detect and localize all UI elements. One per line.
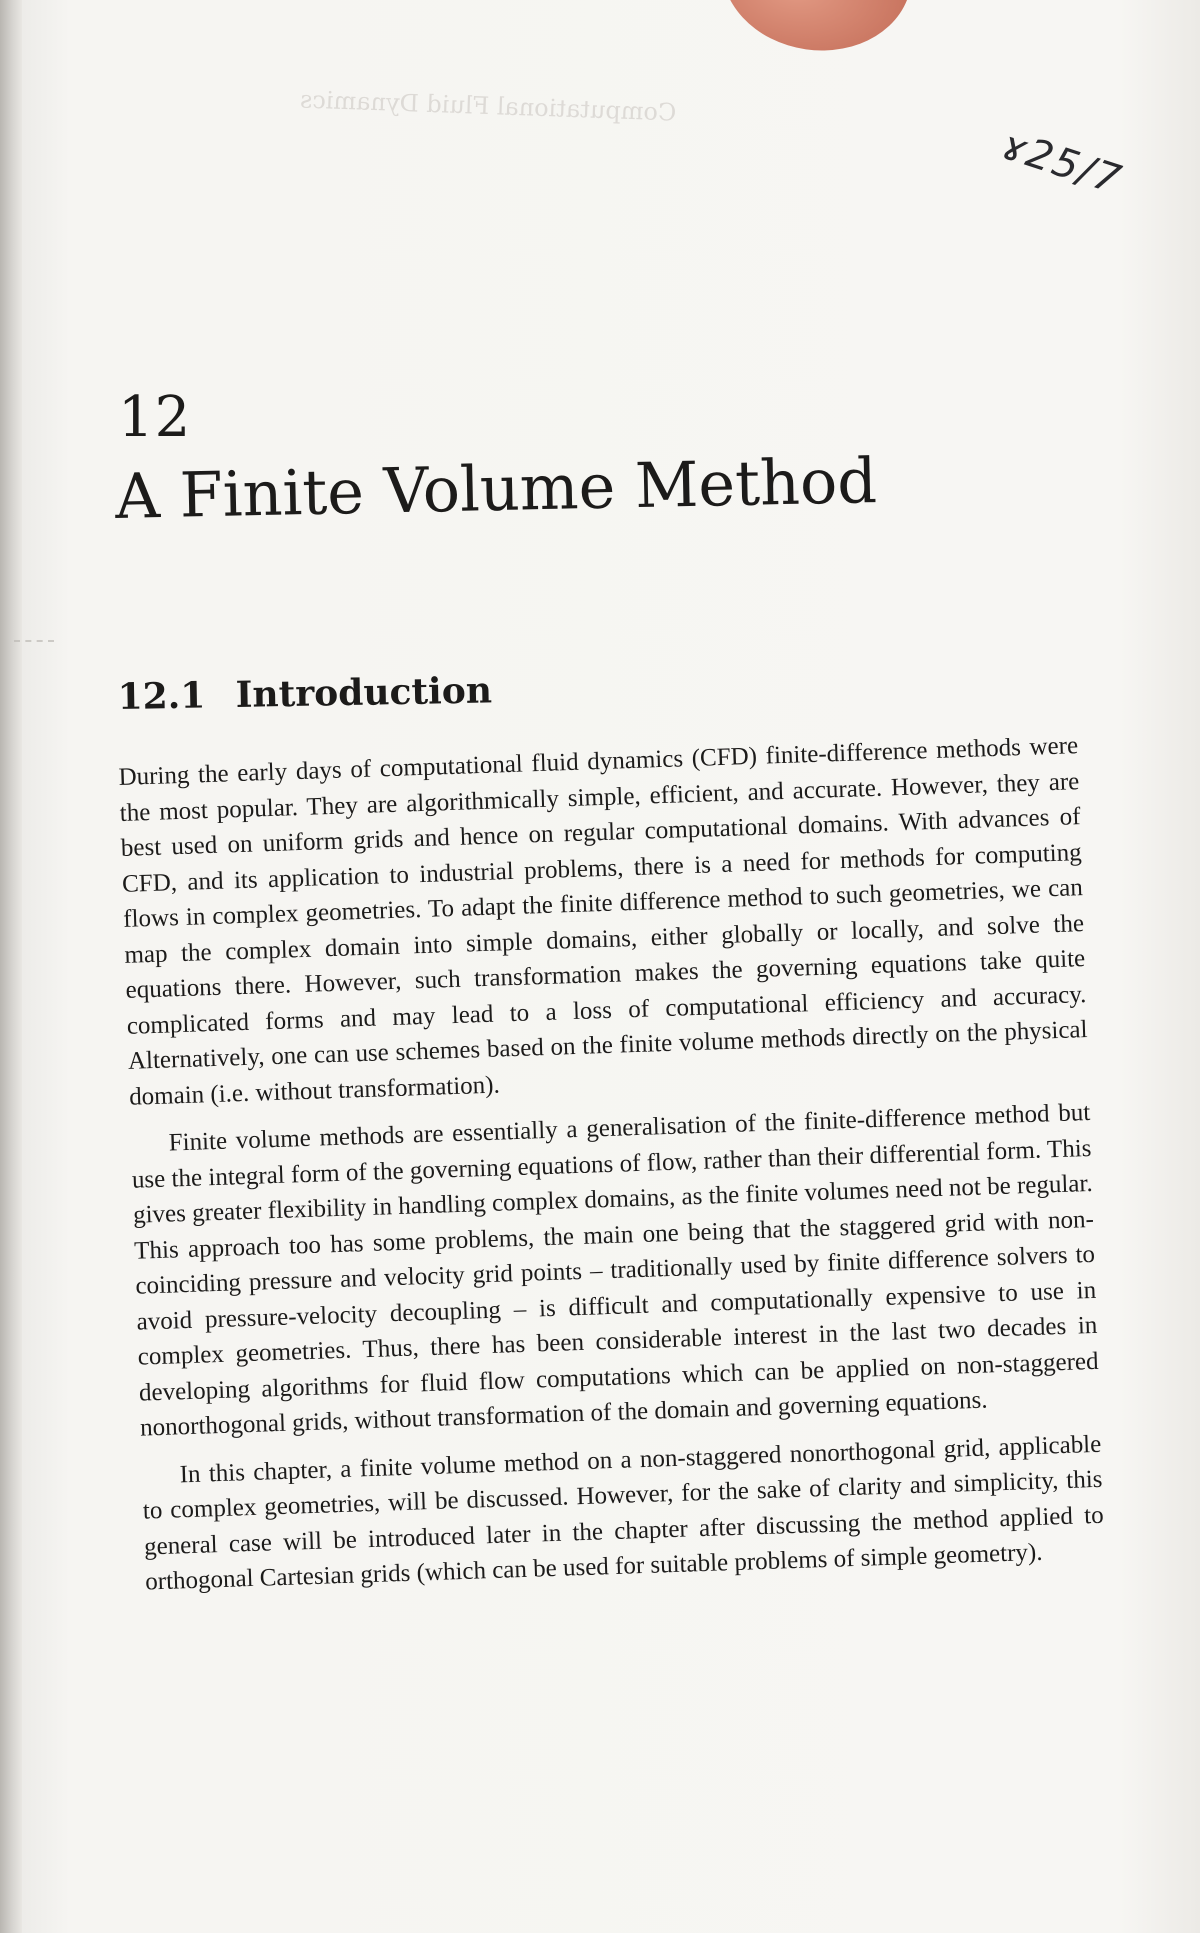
- finger-photo-artifact: [712, 0, 918, 63]
- chapter-title: A Finite Volume Method: [114, 444, 878, 533]
- section-heading: [117, 669, 492, 718]
- bleed-through-text: Computational Fluid Dynamics: [299, 85, 677, 127]
- body-text: [118, 728, 1106, 1612]
- binding-edge: [0, 0, 22, 1933]
- section-title: Introduction: [235, 669, 493, 716]
- chapter-number: 12: [118, 385, 192, 450]
- paragraph-3: In this chapter, a finite volume method on a non-staggered nonorthogonal grid, applicable to complex geometries, will be discussed. However, for the sake of clarity and simplicity, this general case will be introduced later in the chapter after discussing the method applied to orthogonal Cartesian grids (which can be used for suitable problems of simple geometry).: [142, 1430, 1105, 1596]
- handwritten-note: ɤ25/7: [995, 122, 1128, 204]
- binding-mark: [14, 640, 54, 672]
- section-number: 12.1: [117, 674, 206, 718]
- paragraph-1: During the early days of computational fluid dynamics (CFD) finite-difference methods were the most popular. They are algorithmically simple, efficient, and accurate. However, they are best used on uniform grids and hence on regular computational domains. With advances of CFD, and its application to industrial problems, there is a need for methods for computing flows in complex geometries. To adapt the finite difference method to such geometries, we can map the complex domain into simple domains, either globally or locally, and solve the equations there. However, such transformation makes the governing equations take quite complicated forms and may lead to a loss of computational efficiency and accuracy. Alternatively, one can use schemes based on the finite volume methods directly on the physical domain (i.e. without transformation).: [118, 732, 1088, 1111]
- paragraph-2: Finite volume methods are essentially a generalisation of the finite-difference method but use the integral form of the governing equations of flow, rather than their differential form. This gives greater flexibility in handling complex domains, as the finite volumes need not be regular. This approach too has some problems, the main one being that the staggered grid with non-coinciding pressure and velocity grid points – traditionally used by finite difference solvers to avoid pressure-velocity decoupling – is difficult and computationally expensive to use in complex geometries. Thus, there has been considerable interest in the last two decades in developing algorithms for fluid flow computations which can be applied on non-staggered nonorthogonal grids, without transformation of the domain and governing equations.: [131, 1098, 1099, 1442]
